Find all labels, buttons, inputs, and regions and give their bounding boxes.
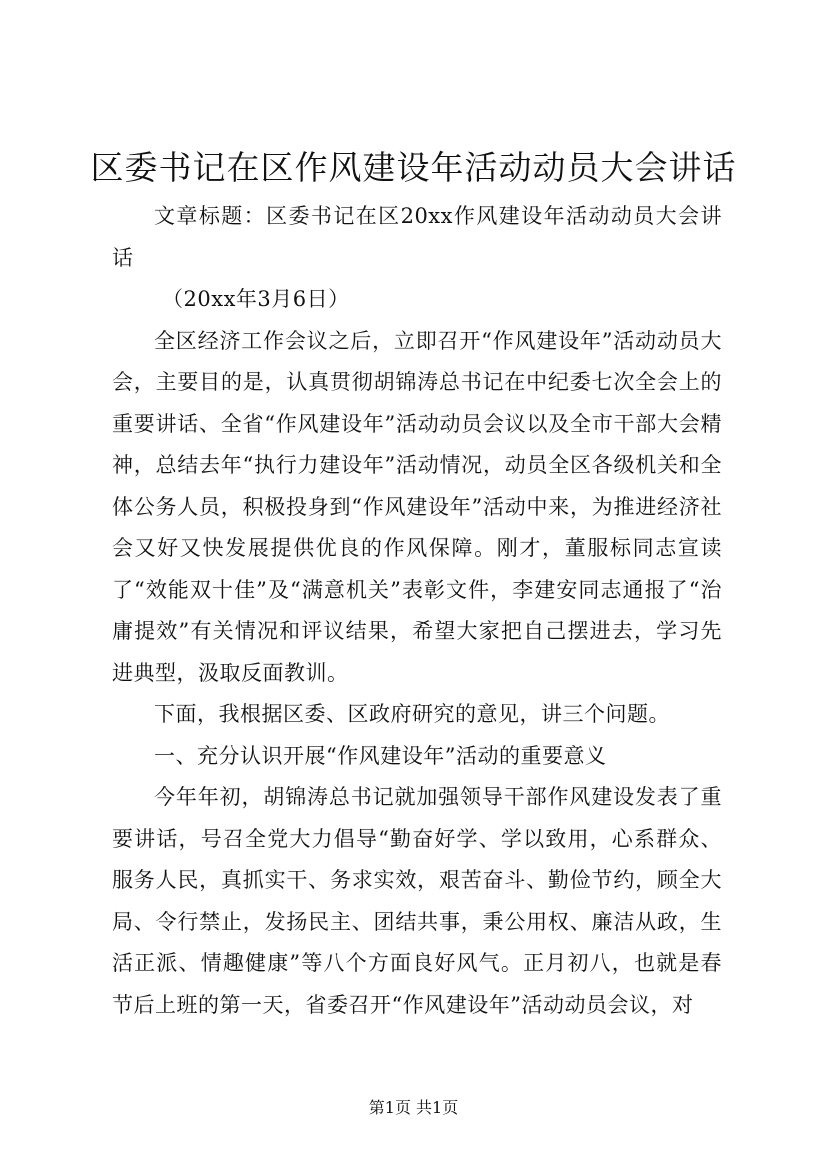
- article-title-paragraph: 文章标题：区委书记在区20xx作风建设年活动动员大会讲话: [112, 204, 722, 270]
- body-paragraph: 全区经济工作会议之后，立即召开“作风建设年”活动动员大会，主要目的是，认真贯彻胡锦涛总书记在中纪委七次全会上的重要讲话、全省“作风建设年”活动动员会议以及全市干部大会精神，总结去年“执行力建设年”活动情况，动员全区各级机关和全体公务人员，积极投身到“作风建设年”活动中来，为推进经济社会又好又快发展提供优良的作风保障。刚才，董服标同志宣读了“效能双十佳”及“满意机关”表彰文件，李建安同志通报了“治庸提效”有关情况和评议结果，希望大家把自己摆进去，学习先进典型，汲取反面教训。: [112, 328, 722, 685]
- document-title: 区委书记在区作风建设年活动动员大会讲话: [90, 148, 737, 187]
- body-paragraph: 今年年初，胡锦涛总书记就加强领导干部作风建设发表了重要讲话，号召全党大力倡导“勤奋好学、学以致用，心系群众、服务人民，真抓实干、务求实效，艰苦奋斗、勤俭节约，顾全大局、令行禁止，发扬民主、团结共事，秉公用权、廉洁从政，生活正派、情趣健康”等八个方面良好风气。正月初八，也就是春节后上班的第一天，省委召开“作风建设年”活动动员会议，对: [112, 785, 722, 1017]
- body-paragraph: 下面，我根据区委、区政府研究的意见，讲三个问题。: [154, 702, 670, 726]
- date-paragraph: （20xx年3月6日）: [162, 287, 350, 311]
- page-number-footer: 第1页 共1页: [368, 1098, 459, 1117]
- document-body: [112, 196, 722, 1026]
- section-heading: 一、充分认识开展“作风建设年”活动的重要意义: [154, 743, 607, 768]
